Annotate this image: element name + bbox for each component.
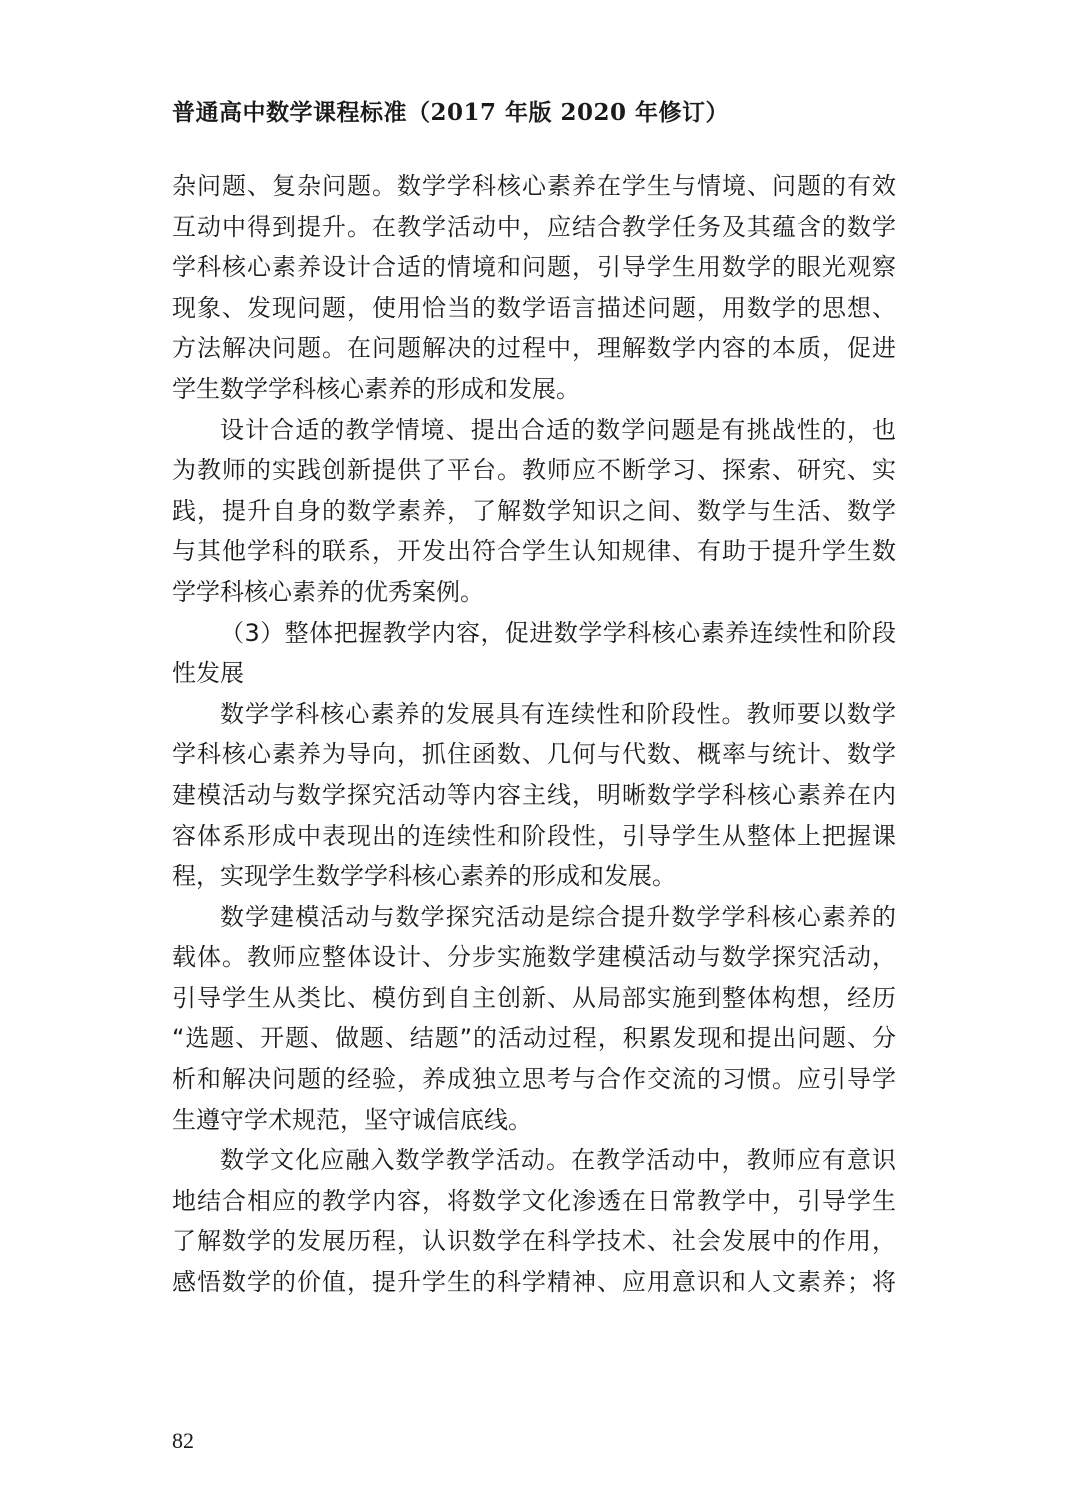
text-line: 载体。教师应整体设计、分步实施数学建模活动与数学探究活动，: [172, 943, 896, 972]
section-heading: [172, 613, 896, 694]
text-line: 引导学生从类比、模仿到自主创新、从局部实施到整体构想，经历: [172, 983, 896, 1012]
text-line: 杂问题、复杂问题。数学学科核心素养在学生与情境、问题的有效: [172, 172, 896, 200]
paragraph: [172, 1140, 896, 1302]
text-line: 生遵守学术规范，坚守诚信底线。: [172, 1105, 532, 1134]
text-line: 学生数学学科核心素养的形成和发展。: [172, 374, 580, 403]
text-line: 数学学科核心素养的发展具有连续性和阶段性。教师要以数学: [220, 699, 896, 728]
text-line: 性发展: [172, 659, 244, 688]
text-line: （3）整体把握教学内容，促进数学学科核心素养连续性和阶段: [220, 618, 896, 647]
text-line: 容体系形成中表现出的连续性和阶段性，引导学生从整体上把握课: [172, 821, 896, 850]
text-line: 与其他学科的联系，开发出符合学生认知规律、有助于提升学生数: [172, 537, 896, 566]
text-line: 方法解决问题。在问题解决的过程中，理解数学内容的本质，促进: [172, 334, 896, 363]
text-line: “选题、开题、做题、结题”的活动过程，积累发现和提出问题、分: [172, 1024, 896, 1053]
text-line: 了解数学的发展历程，认识数学在科学技术、社会发展中的作用，: [172, 1227, 896, 1256]
text-line: 地结合相应的教学内容，将数学文化渗透在日常教学中，引导学生: [172, 1186, 896, 1215]
text-line: 互动中得到提升。在教学活动中，应结合教学任务及其蕴含的数学: [172, 212, 896, 241]
text-line: 设计合适的教学情境、提出合适的数学问题是有挑战性的，也: [220, 415, 896, 444]
text-line: 感悟数学的价值，提升学生的科学精神、应用意识和人文素养；将: [172, 1268, 896, 1297]
page-header-title: 普通高中数学课程标准（2017 年版 2020 年修订）: [172, 99, 730, 126]
page-number: 82: [172, 1428, 194, 1453]
text-line: 学科核心素养设计合适的情境和问题，引导学生用数学的眼光观察: [172, 253, 896, 282]
text-line: 程，实现学生数学学科核心素养的形成和发展。: [172, 862, 676, 891]
text-line: 数学建模活动与数学探究活动是综合提升数学学科核心素养的: [220, 902, 896, 931]
text-line: 践，提升自身的数学素养，了解数学知识之间、数学与生活、数学: [172, 496, 896, 525]
paragraph: [172, 166, 896, 410]
paragraph: [172, 410, 896, 613]
text-line: 现象、发现问题，使用恰当的数学语言描述问题，用数学的思想、: [172, 293, 896, 322]
text-line: 学科核心素养为导向，抓住函数、几何与代数、概率与统计、数学: [172, 740, 896, 769]
text-line: 学学科核心素养的优秀案例。: [172, 577, 484, 606]
text-line: 数学文化应融入数学教学活动。在教学活动中，教师应有意识: [220, 1146, 896, 1175]
text-line: 建模活动与数学探究活动等内容主线，明晰数学学科核心素养在内: [172, 780, 896, 809]
paragraph: [172, 897, 896, 1141]
paragraph: [172, 694, 896, 897]
text-line: 为教师的实践创新提供了平台。教师应不断学习、探索、研究、实: [172, 456, 896, 485]
body-text: [172, 166, 896, 1303]
text-line: 析和解决问题的经验，养成独立思考与合作交流的习惯。应引导学: [172, 1065, 896, 1094]
